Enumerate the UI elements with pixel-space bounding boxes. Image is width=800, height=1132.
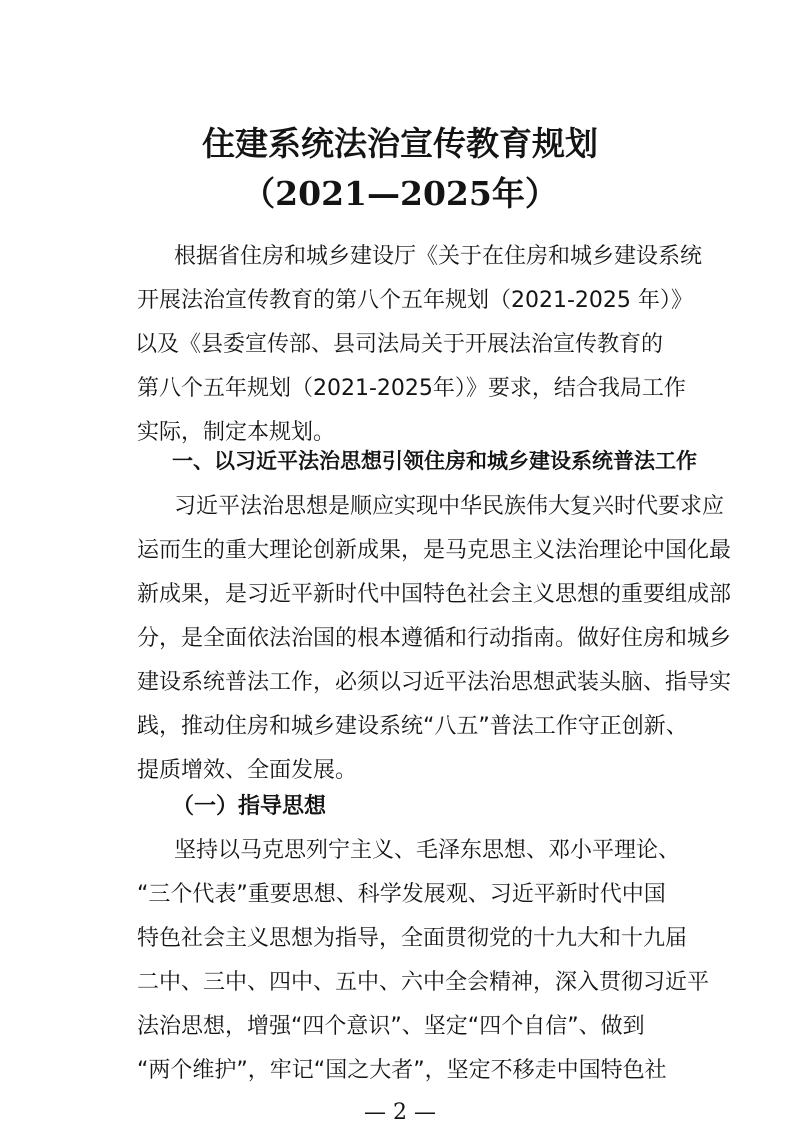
text-line: 运而生的重大理论创新成果，是马克思主义法治理论中国化最 <box>137 538 732 563</box>
subsection-heading: （一）指导思想 <box>172 794 327 819</box>
text-line: 法治思想，增强“四个意识”、坚定“四个自信”、做到 <box>137 1014 645 1039</box>
text-line: 以及《县委宣传部、县司法局关于开展法治宣传教育的 <box>135 332 664 357</box>
section-heading: 一、以习近平法治思想引领住房和城乡建设系统普法工作 <box>172 449 697 473</box>
text-line: 坚持以马克思列宁主义、毛泽东思想、邓小平理论、 <box>174 838 681 863</box>
text-line: 习近平法治思想是顺应实现中华民族伟大复兴时代要求应 <box>174 494 725 519</box>
text-line: 特色社会主义思想为指导，全面贯彻党的十九大和十九届 <box>137 926 688 951</box>
text-line: 二中、三中、四中、五中、六中全会精神，深入贯彻习近平 <box>137 970 710 995</box>
document-title: 住建系统法治宣传教育规划 <box>202 124 598 163</box>
text-line: 新成果，是习近平新时代中国特色社会主义思想的重要组成部 <box>137 582 732 607</box>
document-title-years: （2021—2025年） <box>242 174 558 213</box>
text-line: 分，是全面依法治国的根本遵循和行动指南。做好住房和城乡 <box>137 626 732 651</box>
text-line: 践，推动住房和城乡建设系统“八五”普法工作守正创新、 <box>137 714 688 739</box>
text-line: 实际，制定本规划。 <box>137 420 336 445</box>
text-line: “三个代表”重要思想、科学发展观、习近平新时代中国 <box>137 882 666 907</box>
text-line: “两个维护”，牢记“国之大者”，坚定不移走中国特色社 <box>137 1058 667 1083</box>
text-line: 第八个五年规划（2021-2025年）》要求，结合我局工作 <box>137 376 686 401</box>
text-line: 开展法治宣传教育的第八个五年规划（2021-2025 年）》 <box>137 288 693 313</box>
text-line: 建设系统普法工作，必须以习近平法治思想武装头脑、指导实 <box>137 670 732 695</box>
text-line: 根据省住房和城乡建设厅《关于在住房和城乡建设系统 <box>174 244 703 269</box>
page-number: — 2 — <box>364 1100 436 1125</box>
text-line: 提质增效、全面发展。 <box>137 758 358 783</box>
